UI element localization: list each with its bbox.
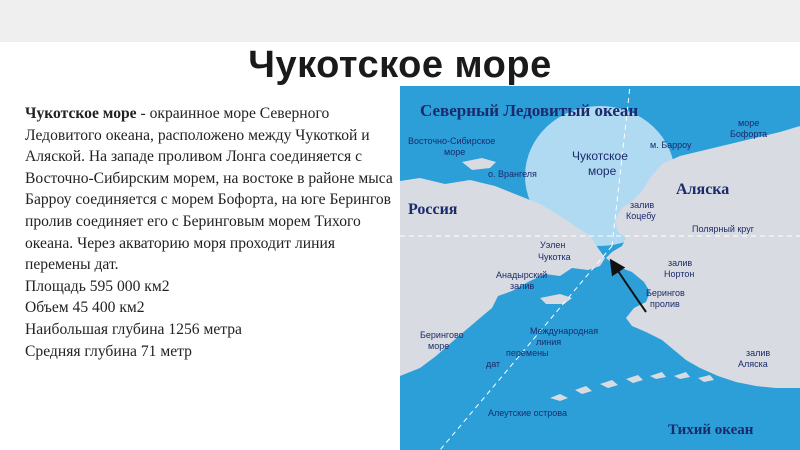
stat-volume: Объем 45 400 км2	[25, 299, 145, 317]
label-dateline-1: Международная	[530, 326, 599, 336]
top-bar	[0, 0, 800, 42]
stat-area: Площадь 595 000 км2	[25, 277, 170, 295]
map-svg	[400, 86, 800, 450]
label-anadyr-1: Анадырский	[496, 270, 548, 280]
label-kotzebue-2: Коцебу	[626, 211, 656, 221]
description-text	[25, 103, 395, 362]
stat-avg-depth: Средняя глубина 71 метр	[25, 342, 192, 360]
label-kotzebue-1: залив	[630, 200, 655, 210]
label-bering-strait-1: Берингов	[646, 288, 685, 298]
label-norton-2: Нортон	[664, 269, 695, 279]
stat-max-depth: Наибольшая глубина 1256 метра	[25, 320, 242, 338]
label-chukotka: Чукотка	[538, 252, 571, 262]
label-aleutians: Алеутские острова	[488, 408, 567, 418]
description-lead: Чукотское море	[25, 105, 137, 122]
label-east-siberian-1: Восточно-Сибирское	[408, 136, 496, 146]
label-barrow: м. Барроу	[650, 140, 692, 150]
label-anadyr-2: залив	[510, 281, 535, 291]
chukchi-sea-map	[400, 86, 800, 450]
label-bering-strait-2: пролив	[650, 299, 680, 309]
label-chukchi-1: Чукотское	[572, 149, 628, 163]
label-gulf-alaska-1: залив	[746, 348, 771, 358]
label-alaska: Аляска	[676, 181, 730, 198]
description-paragraph	[25, 103, 395, 276]
label-dateline-2: линия	[536, 337, 562, 347]
page-title: Чукотское море	[248, 44, 552, 86]
label-uelen: Уэлен	[540, 240, 566, 250]
label-pacific: Тихий океан	[668, 422, 754, 438]
label-dateline-3: перемены	[506, 348, 549, 358]
label-gulf-alaska-2: Аляска	[738, 359, 768, 369]
label-arctic-ocean: Северный Ледовитый океан	[420, 101, 639, 120]
label-chukchi-2: море	[588, 164, 617, 178]
label-dateline-4: дат	[486, 359, 501, 369]
label-beaufort-2: Бофорта	[730, 129, 768, 139]
label-wrangel: о. Врангеля	[488, 169, 537, 179]
label-norton-1: залив	[668, 258, 693, 268]
label-russia: Россия	[408, 201, 458, 218]
label-east-siberian-2: море	[444, 147, 466, 157]
label-arctic-circle: Полярный круг	[692, 224, 754, 234]
label-beaufort-1: море	[738, 118, 760, 128]
label-bering-sea-2: море	[428, 341, 450, 351]
label-bering-sea-1: Берингово	[420, 330, 464, 340]
description-body: - окраинное море Северного Ледовитого океана, расположено между Чукоткой и Аляской. На западе проливом Лонга соединяется с Восточно-Сибирским морем, на востоке в районе мыса Барроу соединяется с морем Бофорта, на юге Берингов пролив соединяет его с Беринговым морем Тихого океана. Через акваторию моря проходит линия перемены дат.	[25, 105, 393, 274]
